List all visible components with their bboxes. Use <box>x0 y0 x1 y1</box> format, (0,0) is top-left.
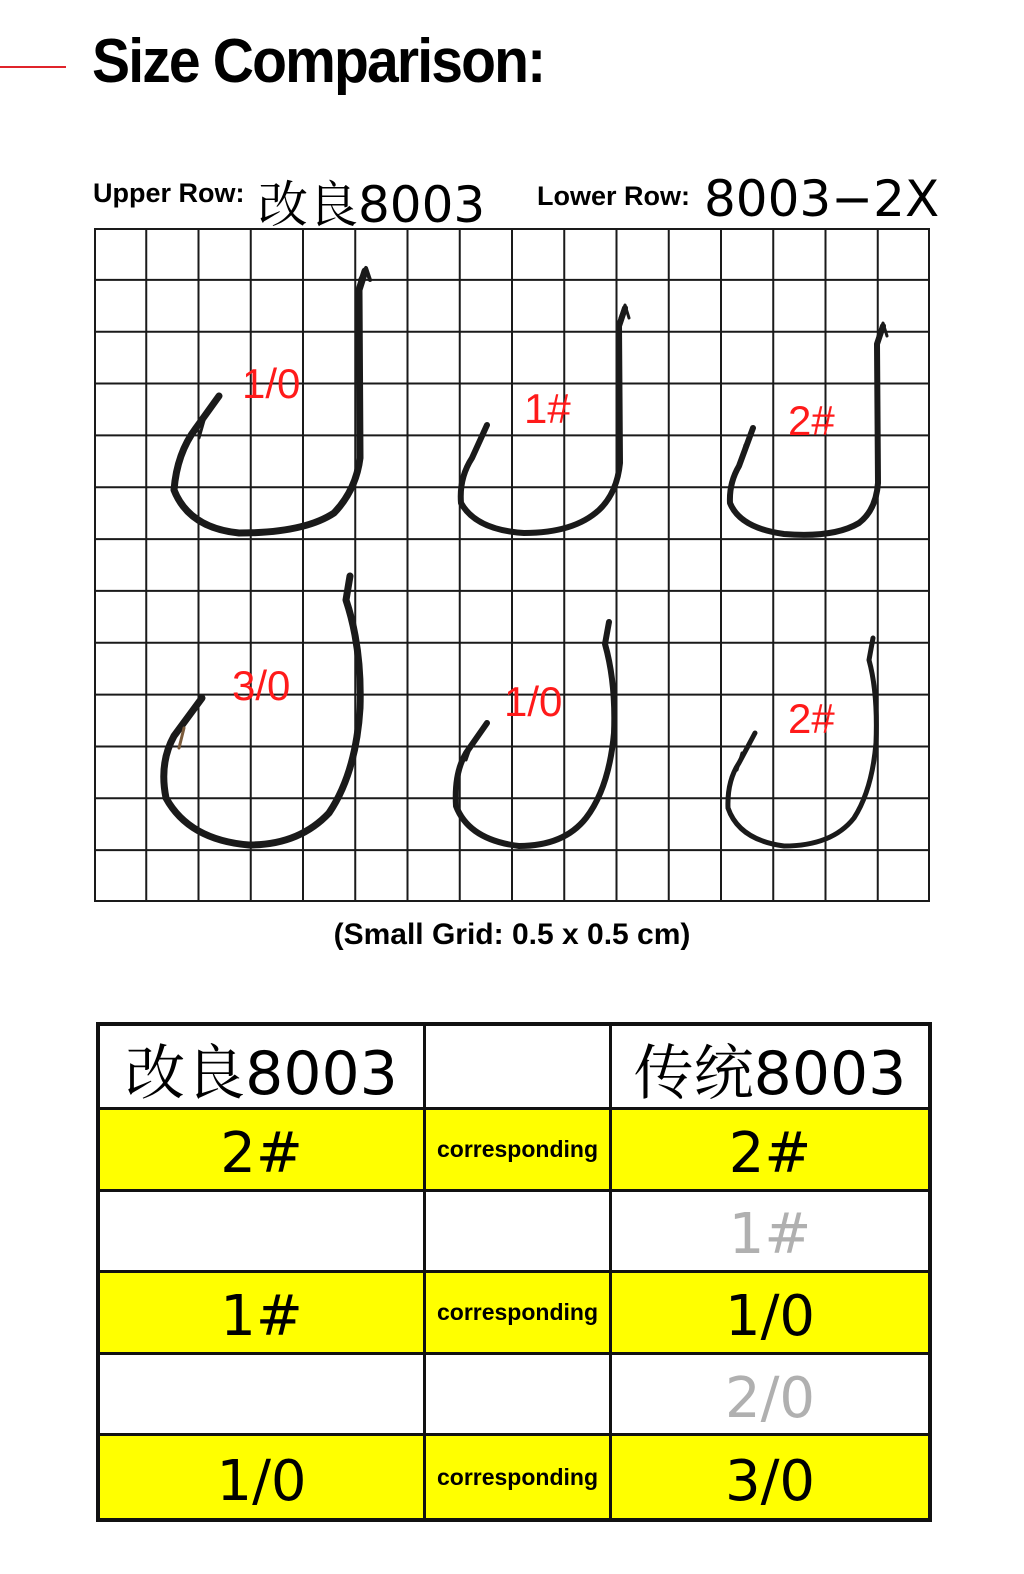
table-cell-middle: corresponding <box>426 1436 612 1518</box>
hook-labels <box>232 360 835 742</box>
hook-label-upper-1: 1/0 <box>242 360 301 407</box>
table-header-left: 改良8003 <box>100 1026 426 1110</box>
table-header-right: 传统8003 <box>612 1026 928 1110</box>
hook-label-lower-2: 1/0 <box>504 678 563 725</box>
hook-lower-2 <box>456 622 615 846</box>
hook-label-upper-2: 1# <box>524 385 571 432</box>
table-cell-right: 3/0 <box>612 1436 928 1518</box>
hook-label-lower-3: 2# <box>788 695 835 742</box>
hook-lower-3 <box>728 638 876 846</box>
page-title: Size Comparison: <box>92 27 545 96</box>
table-cell-left <box>100 1355 426 1437</box>
hook-label-upper-3: 2# <box>788 397 835 444</box>
title-accent-line <box>0 66 66 68</box>
hook-label-lower-1: 3/0 <box>232 662 291 709</box>
upper-row-value: 改良8003 <box>258 176 486 234</box>
lower-row-label: Lower Row: <box>537 181 690 211</box>
grid-lines <box>94 228 930 902</box>
hook-lower-1 <box>164 576 360 845</box>
table-cell-right: 1/0 <box>612 1273 928 1355</box>
size-comparison-table <box>96 1022 932 1522</box>
table-cell-left <box>100 1192 426 1274</box>
table-cell-right: 2/0 <box>612 1355 928 1437</box>
table-cell-right: 2# <box>612 1110 928 1192</box>
table-cell-middle <box>426 1192 612 1274</box>
table-cell-middle: corresponding <box>426 1273 612 1355</box>
table-cell-left: 1/0 <box>100 1436 426 1518</box>
table-header-middle <box>426 1026 612 1110</box>
table-cell-left: 2# <box>100 1110 426 1192</box>
table-cell-middle <box>426 1355 612 1437</box>
grid-caption: (Small Grid: 0.5 x 0.5 cm) <box>333 918 691 951</box>
measurement-grid <box>94 228 930 902</box>
upper-row-label: Upper Row: <box>93 178 245 208</box>
table-cell-right: 1# <box>612 1192 928 1274</box>
table-cell-middle: corresponding <box>426 1110 612 1192</box>
table-cell-left: 1# <box>100 1273 426 1355</box>
lower-row-value: 8003−2X <box>704 170 940 228</box>
hooks <box>164 268 887 846</box>
